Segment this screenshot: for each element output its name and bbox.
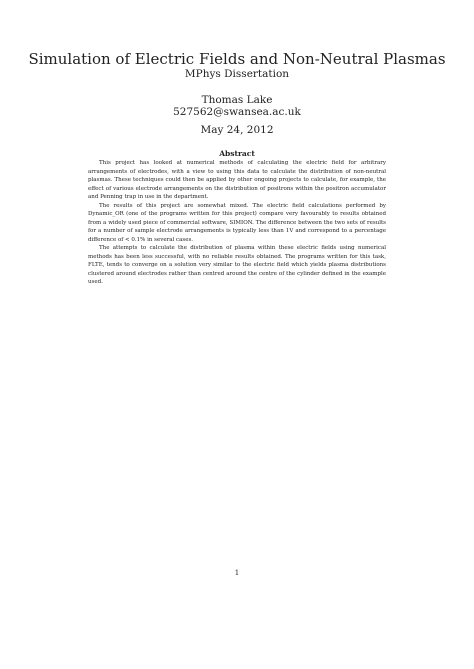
abstract-paragraph: The results of this project are somewhat mixed. The electric field calculations performed by Dynamic_OR (one of the programs written for this project) compare very favourably to results obtained from a widely used piece of commercial software, SIMION. The difference between the two sets of results for a number of sample electrode arrangements is typically less than 1V and correspond to a percentage difference of < 0.1% in several cases.	[88, 202, 386, 243]
page-title: Simulation of Electric Fields and Non-Neutral Plasmas	[28, 50, 446, 68]
author-email: 527562@swansea.ac.uk	[173, 106, 301, 118]
subtitle: MPhys Dissertation	[184, 68, 290, 80]
abstract-paragraph: The attempts to calculate the distribution of plasma within these electric fields using numerical methods has been less successful, with no reliable results obtained. The programs written for this task, FLTE, tends to converge on a solution very similar to the electric field which yields plasma distributions clustered around electrodes rather than centred around the centre of the cylinder defined in the example used.	[88, 245, 386, 285]
author-name: Thomas Lake	[201, 94, 273, 106]
abstract-heading: Abstract	[219, 149, 255, 158]
date: May 24, 2012	[200, 124, 274, 136]
abstract-paragraph: This project has looked at numerical methods of calculating the electric field for arbitrary arrangements of electrodes, with a view to using this data to calculate the distribution of non-neutral plasmas. These techniques could then be applied by other ongoing projects to calculate, for example, the effect of various electrode arrangements on the distribution of positrons within the positron accumulator and Penning trap in use in the department.	[88, 160, 386, 200]
page-number: 1	[234, 569, 240, 577]
abstract-body	[88, 159, 386, 287]
